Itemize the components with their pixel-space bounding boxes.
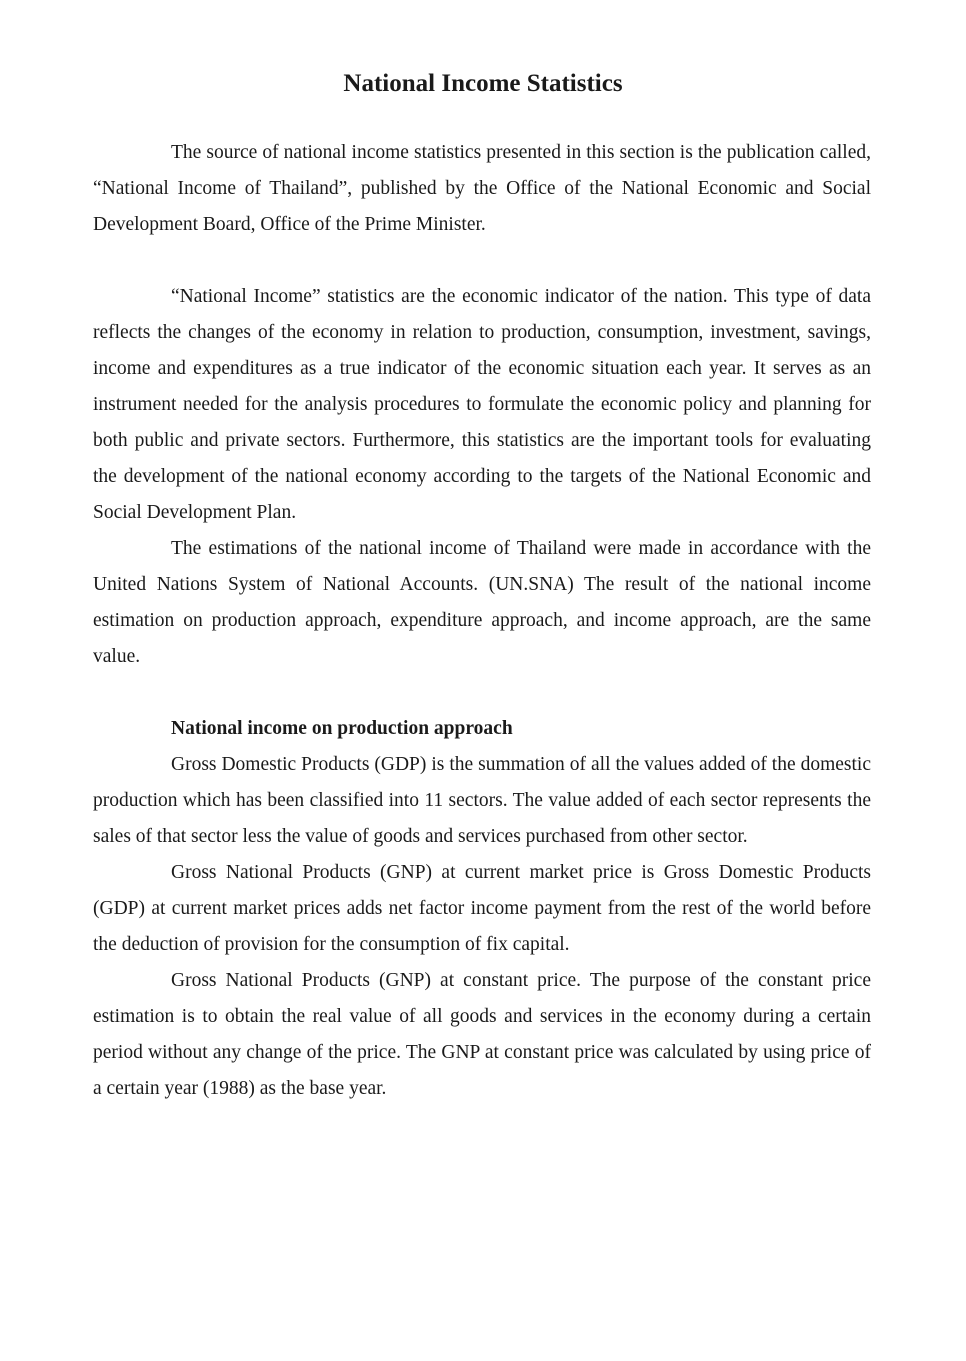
paragraph-estimation-method: The estimations of the national income of Thailand were made in accordance with the United Nations System of National Accounts. (UN.SNA) The result of the national income estimation on production approach, expenditure approach, and income approach, are the same value.	[93, 538, 871, 667]
page-title: National Income Statistics	[343, 70, 623, 97]
paragraph-gap	[93, 243, 871, 279]
paragraph-gdp: Gross Domestic Products (GDP) is the summation of all the values added of the domestic production which has been classified into 11 sectors. The value added of each sector represents the sales of that sector less the value of goods and services purchased from other sector.	[93, 754, 871, 847]
paragraph-source: The source of national income statistics presented in this section is the publication called, “National Income of Thailand”, published by the Office of the National Economic and Social Development Board, Office of the Prime Minister.	[93, 142, 871, 235]
paragraph-national-income-definition: “National Income” statistics are the economic indicator of the nation. This type of data reflects the changes of the economy in relation to production, consumption, investment, savings, income and expenditures as a true indicator of the economic situation each year. It serves as an instrument needed for the analysis procedures to formulate the economic policy and planning for both public and private sectors. Furthermore, this statistics are the important tools for evaluating the development of the national economy according to the targets of the National Economic and Social Development Plan.	[93, 286, 871, 523]
document-body	[93, 135, 871, 1107]
paragraph-gap	[93, 675, 871, 711]
section-heading: National income on production approach	[171, 718, 513, 739]
paragraph-gnp-constant: Gross National Products (GNP) at constant price. The purpose of the constant price estimation is to obtain the real value of all goods and services in the economy during a certain period without any change of the price. The GNP at constant price was calculated by using price of a certain year (1988) as the base year.	[93, 970, 871, 1099]
paragraph-gnp-current: Gross National Products (GNP) at current market price is Gross Domestic Products (GDP) at current market prices adds net factor income payment from the rest of the world before the deduction of provision for the consumption of fix capital.	[93, 862, 871, 955]
